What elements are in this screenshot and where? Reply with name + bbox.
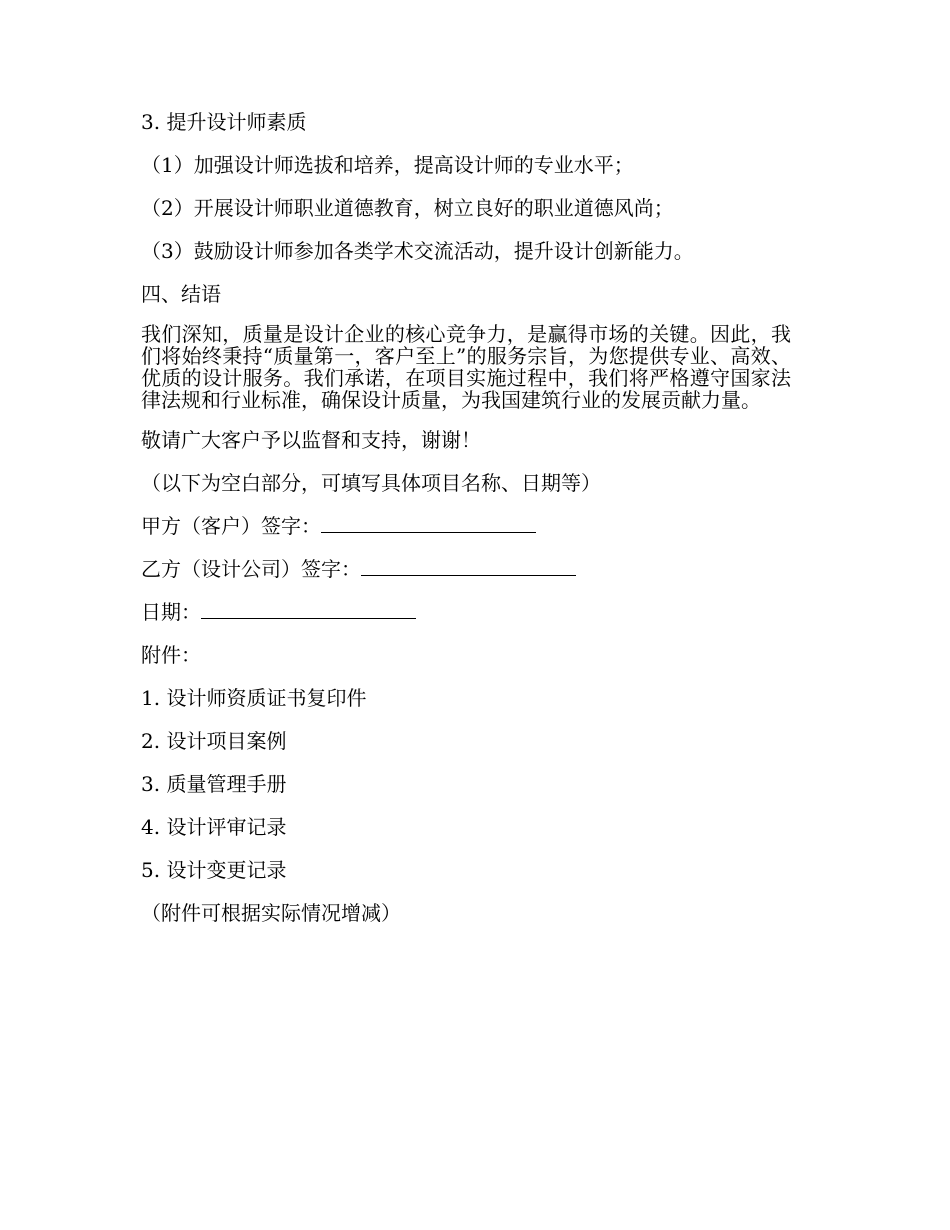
attachment-item-3: 3. 质量管理手册 — [141, 772, 287, 796]
section3-item-3: （3）鼓励设计师参加各类学术交流活动，提升设计创新能力。 — [141, 239, 694, 263]
attachment-item-4: 4. 设计评审记录 — [141, 815, 287, 839]
section3-heading: 3. 提升设计师素质 — [141, 110, 307, 134]
conclusion-paragraph: 我们深知，质量是设计企业的核心竞争力，是赢得市场的关键。因此，我们将始终秉持“质量第一，客户至上”的服务宗旨，为您提供专业、高效、优质的设计服务。我们承诺，在项目实施过程中，我们将严格遵守国家法律法规和行业标准，确保设计质量，为我国建筑行业的发展贡献力量。 — [141, 322, 791, 412]
document-page — [141, 108, 801, 927]
date-field[interactable] — [201, 600, 416, 619]
blank-note: （以下为空白部分，可填写具体项目名称、日期等） — [141, 471, 601, 495]
attachment-item-5: 5. 设计变更记录 — [141, 858, 287, 882]
attachment-item-1: 1. 设计师资质证书复印件 — [141, 686, 367, 710]
section3-item-2: （2）开展设计师职业道德教育，树立良好的职业道德风尚； — [141, 196, 674, 220]
section3-item-1: （1）加强设计师选拔和培养，提高设计师的专业水平； — [141, 153, 634, 177]
attachment-item-2: 2. 设计项目案例 — [141, 729, 287, 753]
party-a-signature-field[interactable] — [321, 514, 536, 533]
party-a-label: 甲方（客户）签字： — [141, 514, 321, 538]
attachments-note: （附件可根据实际情况增减） — [141, 901, 401, 925]
conclusion-heading: 四、结语 — [141, 282, 221, 306]
party-a-signature — [141, 512, 801, 540]
party-b-signature — [141, 555, 801, 583]
date-signature — [141, 598, 801, 626]
attachments-heading: 附件： — [141, 643, 201, 667]
party-b-signature-field[interactable] — [361, 557, 576, 576]
date-label: 日期： — [141, 600, 201, 624]
party-b-label: 乙方（设计公司）签字： — [141, 557, 361, 581]
thanks-line: 敬请广大客户予以监督和支持，谢谢！ — [141, 428, 481, 452]
